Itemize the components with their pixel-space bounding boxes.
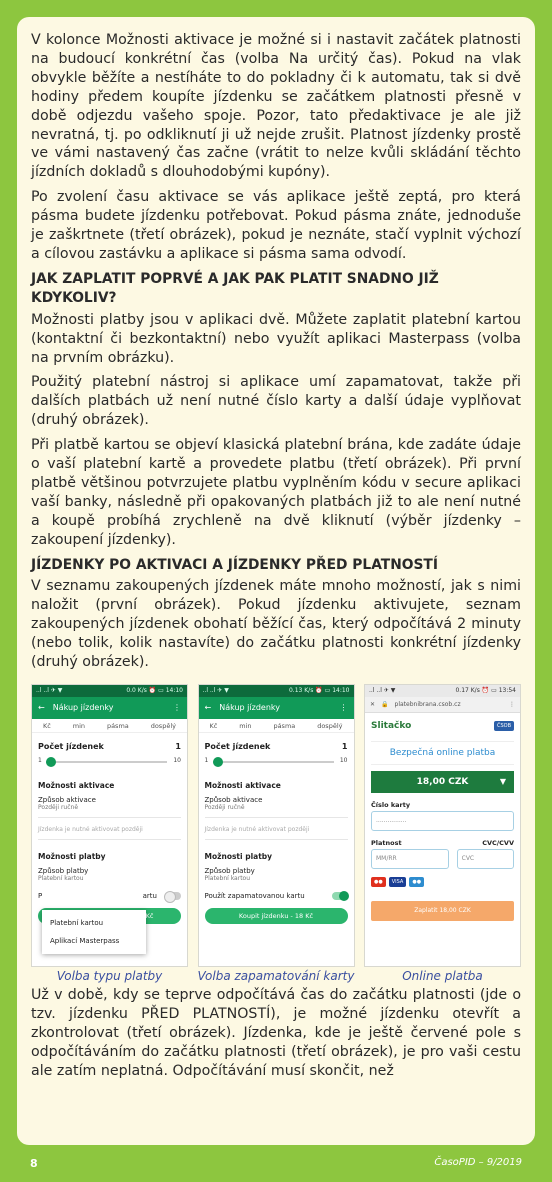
- screenshots-row: [31, 684, 521, 984]
- app-bar: [199, 697, 354, 719]
- screenshot-remember-card: [198, 684, 355, 984]
- activation-title: Možnosti aktivace: [204, 781, 281, 790]
- activation-value: Později ručně: [38, 804, 79, 811]
- caption-online-payment: Online platba: [402, 969, 483, 983]
- slider-max: 10: [339, 757, 348, 764]
- browser-bar: [365, 697, 520, 713]
- remember-card-label: Použít zapamatovanou kartu: [204, 892, 305, 900]
- activation-value: Později ručně: [204, 804, 245, 811]
- visa-icon: VISA: [389, 877, 407, 887]
- screenshot-online-payment: [364, 684, 521, 984]
- slider-knob[interactable]: [213, 757, 223, 767]
- status-bar: [32, 685, 187, 697]
- slider-min: 1: [38, 757, 42, 764]
- popup-option-card[interactable]: Platební kartou: [50, 919, 104, 927]
- ticket-count-label: Počet jízdenek: [38, 742, 104, 751]
- status-left: ..l ..l ✈ ▼: [202, 687, 229, 694]
- payment-method[interactable]: Způsob platby: [38, 867, 89, 875]
- merchant-logo: Slitačko: [371, 721, 412, 731]
- screenshot-payment-type: [31, 684, 188, 984]
- col-passenger: dospělý: [317, 721, 343, 730]
- validity-label: Platnost: [371, 839, 402, 847]
- maestro-icon: ●●: [409, 877, 424, 887]
- remember-toggle[interactable]: [165, 892, 181, 900]
- status-right: 0.17 K/s ⏰ ▭ 13:54: [455, 687, 516, 694]
- payment-method[interactable]: Způsob platby: [204, 867, 255, 875]
- back-arrow-icon[interactable]: ←: [38, 703, 45, 712]
- remember-toggle[interactable]: [332, 892, 348, 900]
- url-field[interactable]: platebnibrana.csob.cz: [394, 701, 461, 708]
- caption-payment-type: Volba typu platby: [56, 969, 163, 983]
- cvc-label: CVC/CVV: [482, 839, 514, 847]
- buy-button[interactable]: Koupit jízdenku - 18 Kč: [205, 908, 348, 924]
- popup-option-masterpass[interactable]: Aplikací Masterpass: [50, 937, 120, 945]
- payment-title: Možnosti platby: [38, 852, 106, 861]
- card-number-input[interactable]: ................: [371, 811, 514, 831]
- amount-value: 18,00 CZK: [416, 777, 469, 787]
- activation-note: Jízdenka je nutné aktivovat později: [38, 826, 143, 833]
- col-passenger: dospělý: [150, 721, 176, 730]
- activation-title: Možnosti aktivace: [38, 781, 115, 790]
- ticket-count-label: Počet jízdenek: [204, 742, 271, 751]
- status-left: ..l ..l ✈ ▼: [36, 687, 63, 694]
- fare-columns: [199, 719, 354, 733]
- bank-logo: ČSOB: [494, 721, 514, 731]
- slider-knob[interactable]: [46, 757, 56, 767]
- pay-button[interactable]: Zaplatit 18,00 CZK: [371, 901, 514, 921]
- ticket-count-slider[interactable]: [205, 755, 348, 769]
- payment-value: Platební kartou: [38, 875, 84, 882]
- app-title: Nákup jízdenky: [52, 703, 114, 712]
- activation-note: Jízdenka je nutné aktivovat později: [204, 826, 310, 833]
- caption-remember-card: Volba zapamatování karty: [197, 969, 355, 983]
- back-arrow-icon[interactable]: ←: [204, 703, 212, 712]
- paragraph-remember-card: Použitý platební nástroj si aplikace umí zapamatovat, takže při dalších platbách už není nutné číslo karty a další údaje vyplňovat (druhý obrázek).: [31, 374, 521, 429]
- remember-card-row[interactable]: [205, 892, 348, 900]
- payment-title: Možnosti platby: [204, 852, 273, 861]
- paragraph-payment-gateway: Při platbě kartou se objeví klasická platební brána, kde zadáte údaje o vaší platební kartě a provedete platbu (třetí obrázek). Při první platbě většinou potvrzujete platbu vyplněním kódu v secure aplikaci vaší banky, následně při opakovaných platbách již to ale není nutné a koupě probíhá zrychleně na dvě kliknutí (výběr jízdenky – zakoupení jízdenky).: [31, 437, 521, 548]
- col-currency: Kč: [42, 721, 51, 730]
- more-menu-icon[interactable]: ⋮: [339, 703, 348, 712]
- paragraph-ticket-list: V seznamu zakoupených jízdenek máte mnoho možností, jak s nimi naložit (první obrázek). Pokud jízdenku aktivujete, seznam zakoupených jízdenek obohatí běžící čas, který odpočítává 2 minuty (nebo tolik, kolik nastavíte) do začátku platnosti konkrétní jízdenky (druhý obrázek).: [31, 578, 521, 671]
- secure-title: Bezpečná online platba: [371, 741, 514, 765]
- ticket-count-value: 1: [175, 742, 181, 751]
- page-number: 8: [30, 1157, 38, 1170]
- cvc-input[interactable]: CVC: [457, 849, 514, 869]
- remember-partial-right: artu: [142, 892, 157, 900]
- phone-screen: [31, 684, 188, 967]
- more-menu-icon[interactable]: ⋮: [509, 701, 515, 708]
- slider-min: 1: [204, 757, 209, 764]
- heading-payment: JAK ZAPLATIT POPRVÉ A JAK PAK PLATIT SNADNO JIŽ KDYKOLIV?: [31, 270, 439, 306]
- heading-tickets: JÍZDENKY PO AKTIVACI A JÍZDENKY PŘED PLATNOSTÍ: [31, 556, 438, 573]
- status-right: 0.13 K/s ⏰ ▭ 14:10: [288, 687, 350, 694]
- status-right: 0.0 K/s ⏰ ▭ 14:10: [126, 687, 183, 694]
- mastercard-icon: ●●: [371, 877, 386, 887]
- payment-method-popup: [42, 910, 146, 954]
- fare-columns: [32, 719, 187, 733]
- validity-input[interactable]: MM/RR: [371, 849, 449, 869]
- close-icon[interactable]: ✕: [370, 701, 376, 708]
- remember-card-row[interactable]: [38, 892, 181, 900]
- slider-max: 10: [173, 757, 181, 764]
- paragraph-activation-time: V kolonce Možnosti aktivace je možné si i nastavit začátek platnosti na budoucí konkrétní čas (volba Na určitý čas). Pokud na vlak obvykle běžíte a nestíháte to do pokladny či k automatu, tak si dvě hodiny předem koupíte jízdenku se začátkem platnosti přesně v době odjezdu vašeho spoje. Pozor, tato předaktivace je ale již nevratná, tj. po odkliknutí ji už nejde zrušit. Platnost jízdenky prostě ve vámi nastavený čas začne (vrátit to nelze kvůli skládání těchto jízdních dokladů s dlouhodobými kupóny).: [31, 32, 521, 181]
- phone-screen: [198, 684, 355, 967]
- app-bar: [32, 697, 187, 719]
- col-currency: Kč: [209, 721, 218, 730]
- col-minutes: min: [239, 721, 252, 730]
- status-bar: [199, 685, 354, 697]
- paragraph-payment-options: Možnosti platby jsou v aplikaci dvě. Můžete zaplatit platební kartou (kontaktní či bezkontaktní) nebo využít aplikaci Masterpass (volba na prvním obrázku).: [31, 311, 521, 366]
- card-brands: [371, 877, 514, 887]
- validity-labels: [371, 839, 514, 847]
- remember-partial-left: P: [38, 892, 43, 900]
- card-number-label: Číslo karty: [371, 801, 411, 809]
- publication-name: ČasoPID – 9/2019: [434, 1157, 522, 1168]
- amount-bar[interactable]: [371, 771, 514, 793]
- ticket-count-value: 1: [341, 742, 348, 751]
- article-panel: [17, 17, 535, 1145]
- lock-icon: 🔒: [381, 701, 389, 708]
- app-title: Nákup jízdenky: [219, 703, 280, 712]
- ticket-count-slider[interactable]: [38, 755, 181, 769]
- col-zones: pásma: [273, 721, 296, 730]
- paragraph-before-validity: Už v době, kdy se teprve odpočítává čas do začátku platnosti (jde o tzv. jízdenku PŘED PLATNOSTÍ), je možné jízdenku otevřít a zkontrolovat (třetí obrázek). Jízdenka, kde je ještě červené pole s odpočítáváním do začátku platnosti (třetí obrázek), je pro vaši cestu ale zatím neplatná. Odpočítávání musí skončit, než: [31, 987, 521, 1079]
- activation-method[interactable]: Způsob aktivace: [38, 796, 96, 804]
- more-menu-icon[interactable]: ⋮: [173, 703, 181, 712]
- status-bar: [365, 685, 520, 697]
- logos-row: [365, 713, 520, 735]
- page-footer: [30, 1157, 522, 1170]
- phone-screen: [364, 684, 521, 967]
- buy-button[interactable]: Kč: [38, 908, 181, 924]
- col-zones: pásma: [106, 721, 129, 730]
- paragraph-zones: Po zvolení času aktivace se vás aplikace ještě zeptá, pro která pásma budete jízdenku potřebovat. Pokud pásma znáte, jednoduše je zaškrtnete (třetí obrázek), pokud je neznáte, stačí vyplnit výchozí a cílovou zastávku a aplikace si pásma sama odvodí.: [31, 189, 521, 262]
- col-minutes: min: [72, 721, 86, 730]
- status-left: ..l ..l ✈ ▼: [369, 687, 396, 694]
- ticket-count-row: [38, 742, 181, 751]
- chevron-down-icon: ▼: [499, 777, 506, 786]
- activation-method[interactable]: Způsob aktivace: [204, 796, 263, 804]
- ticket-count-row: [205, 742, 348, 751]
- validity-row: [371, 849, 514, 869]
- payment-value: Platební kartou: [204, 875, 251, 882]
